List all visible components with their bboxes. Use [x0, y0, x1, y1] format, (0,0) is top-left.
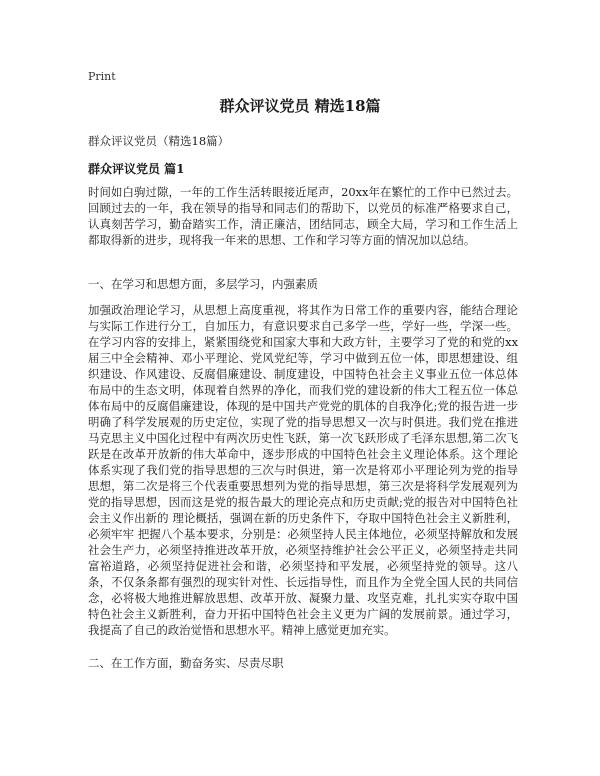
page-title: 群众评议党员 精选18篇 [219, 97, 381, 115]
section-heading-study: 一、在学习和思想方面，多层学习，内强素质 [88, 277, 318, 291]
document-subtitle: 群众评议党员（精选18篇） [88, 134, 230, 148]
paragraph-study: 加强政治理论学习，从思想上高度重视，将其作为日常工作的重要内容，能结合理论与实际工作进行分工，自加压力，有意识要求自己多学一些，学好一些，学深一些。在学习内容的安排上，紧紧围绕党和国家大事和大政方针，主要学习了党的和党的xx届三中全会精神、邓小平理论、党风党纪等，学习中做到五位一体，即思想建设、组织建设、作风建设、反腐倡廉建设、制度建设，中国特色社会主义事业五位一体总体布局中的生态文明，体现着自然界的净化，而我们党的建设新的伟大工程五位一体总体布局中的反腐倡廉建设，体现的是中国共产党党的肌体的自我净化;党的报告进一步明确了科学发展观的历史定位，实现了党的指导思想又一次与时俱进。我们党在推进马克思主义中国化过程中有两次历史性飞跃，第一次飞跃形成了毛泽东思想,第二次飞跃是在改革开放新的伟大革命中，逐步形成的中国特色社会主义理论体系。这个理论体系实现了我们党的指导思想的三次与时俱进，第一次是将邓小平理论列为党的指导思想，第二次是将三个代表重要思想列为党的指导思想，第三次是将科学发展观列为党的指导思想，因而这是党的报告最大的理论亮点和历史贡献;党的报告对中国特色社会主义作出新的 理论概括，强调在新的历史条件下，夺取中国特色社会主义新胜利，必须牢牢 把握八个基本要求，分别是：必须坚持人民主体地位，必须坚持解放和发展社会生产力，必须坚持推进改革开放，必须坚持维护社会公平正义，必须坚持走共同富裕道路，必须坚持促进社会和谐，必须坚持和平发展，必须坚持党的领导。这八条，不仅条条都有强烈的现实针对性、长远指导性，而且作为全党全国人民的共同信念，必将极大地推进解放思想、改革开放、凝聚力量、攻坚克难，扎扎实实夺取中国特色社会主义新胜利，奋力开拓中国特色社会主义更为广阔的发展前景。通过学习，我提高了自己的政治觉悟和思想水平。精神上感觉更加充实。 [88, 303, 518, 637]
article-heading: 群众评议党员 篇1 [88, 162, 185, 176]
print-link[interactable]: Print [88, 70, 116, 83]
section-heading-work: 二、在工作方面，勤奋务实、尽责尽职 [88, 656, 284, 670]
paragraph-intro: 时间如白驹过隙，一年的工作生活转眼接近尾声，20xx年在繁忙的工作中已然过去。回顾过去的一年，我在领导的指导和同志们的帮助下，以党员的标准严格要求自己，认真刻苦学习，勤奋踏实工作，清正廉洁，团结同志，顾全大局，学习和工作生活上都取得新的进步，现将我一年来的思想、工作和学习等方面的情况加以总结。 [88, 185, 518, 247]
